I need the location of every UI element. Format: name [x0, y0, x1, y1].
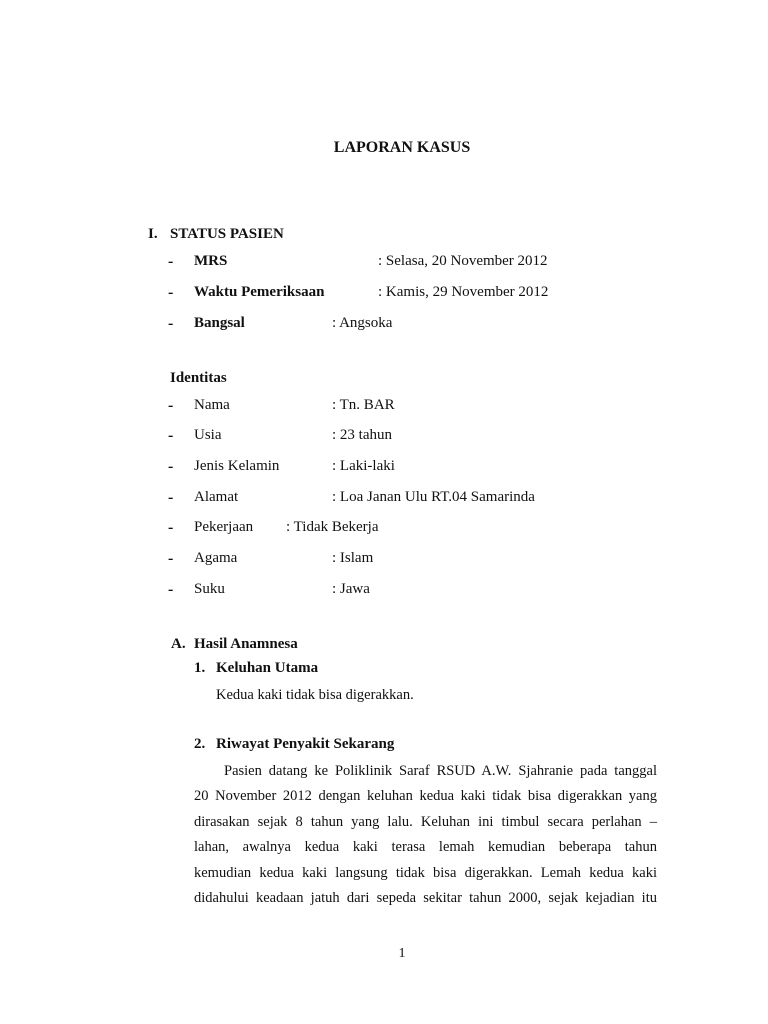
section-number: I. [148, 226, 158, 242]
paragraph-line: didahului keadaan jatuh dari sepeda sekitar tahun 2000, sejak kejadian itu [194, 890, 657, 907]
bullet-dash: - [168, 550, 174, 567]
status-row-bangsal [0, 315, 768, 335]
subsection-2-title: Riwayat Penyakit Sekarang [216, 736, 395, 752]
subsection-1-number: 1. [194, 660, 206, 676]
identitas-row-suku [0, 581, 768, 601]
identitas-row-alamat [0, 489, 768, 509]
page-number: 1 [398, 946, 406, 961]
section-title: STATUS PASIEN [170, 226, 284, 242]
field-value: : Loa Janan Ulu RT.04 Samarinda [332, 489, 535, 505]
field-value: : Tidak Bekerja [286, 519, 379, 535]
bullet-dash: - [168, 489, 174, 506]
bullet-dash: - [168, 458, 174, 475]
identitas-heading: Identitas [170, 370, 227, 386]
field-label: Agama [194, 550, 238, 566]
identitas-row-pekerjaan [0, 519, 768, 539]
paragraph-line: dirasakan sejak 8 tahun yang lalu. Keluhan ini timbul secara perlahan – [194, 813, 657, 830]
bullet-dash: - [168, 315, 174, 332]
field-value: : Islam [332, 550, 374, 566]
paragraph-line: Pasien datang ke Poliklinik Saraf RSUD A.W. Sjahranie pada tanggal [224, 763, 657, 779]
field-value: : 23 tahun [332, 427, 392, 443]
field-label: Alamat [194, 489, 239, 505]
document-title: LAPORAN KASUS [333, 139, 471, 156]
identitas-row-nama [0, 397, 768, 417]
section-a-number: A. [171, 636, 186, 652]
field-value: : Jawa [332, 581, 370, 597]
bullet-dash: - [168, 427, 174, 444]
keluhan-utama-text: Kedua kaki tidak bisa digerakkan. [216, 687, 414, 703]
field-label: Waktu Pemeriksaan [194, 284, 325, 300]
identitas-row-agama [0, 550, 768, 570]
section-a-title: Hasil Anamnesa [194, 636, 298, 652]
field-value: : Kamis, 29 November 2012 [378, 284, 549, 300]
identitas-row-jenis-kelamin [0, 458, 768, 478]
field-value: : Selasa, 20 November 2012 [378, 253, 548, 269]
paragraph-line: kemudian kedua kaki langsung tidak bisa digerakkan. Lemah kedua kaki [194, 864, 657, 881]
subsection-1-title: Keluhan Utama [216, 660, 319, 676]
field-label: Usia [194, 427, 222, 443]
field-label: Jenis Kelamin [194, 458, 280, 474]
bullet-dash: - [168, 519, 174, 536]
paragraph-line: lahan, awalnya kedua kaki terasa lemah kemudian beberapa tahun [194, 839, 657, 856]
bullet-dash: - [168, 253, 174, 270]
bullet-dash: - [168, 397, 174, 414]
field-label: Pekerjaan [194, 519, 254, 535]
subsection-2-number: 2. [194, 736, 206, 752]
status-row-mrs [0, 253, 768, 273]
field-value: : Angsoka [332, 315, 393, 331]
status-row-waktu [0, 284, 768, 304]
identitas-row-usia [0, 427, 768, 447]
field-label: Nama [194, 397, 230, 413]
field-value: : Tn. BAR [332, 397, 395, 413]
field-label: Suku [194, 581, 225, 597]
field-value: : Laki-laki [332, 458, 395, 474]
bullet-dash: - [168, 284, 174, 301]
bullet-dash: - [168, 581, 174, 598]
riwayat-paragraph [194, 759, 657, 911]
field-label: MRS [194, 253, 228, 269]
field-label: Bangsal [194, 315, 245, 331]
paragraph-line: 20 November 2012 dengan keluhan kedua kaki tidak bisa digerakkan yang [194, 788, 657, 805]
